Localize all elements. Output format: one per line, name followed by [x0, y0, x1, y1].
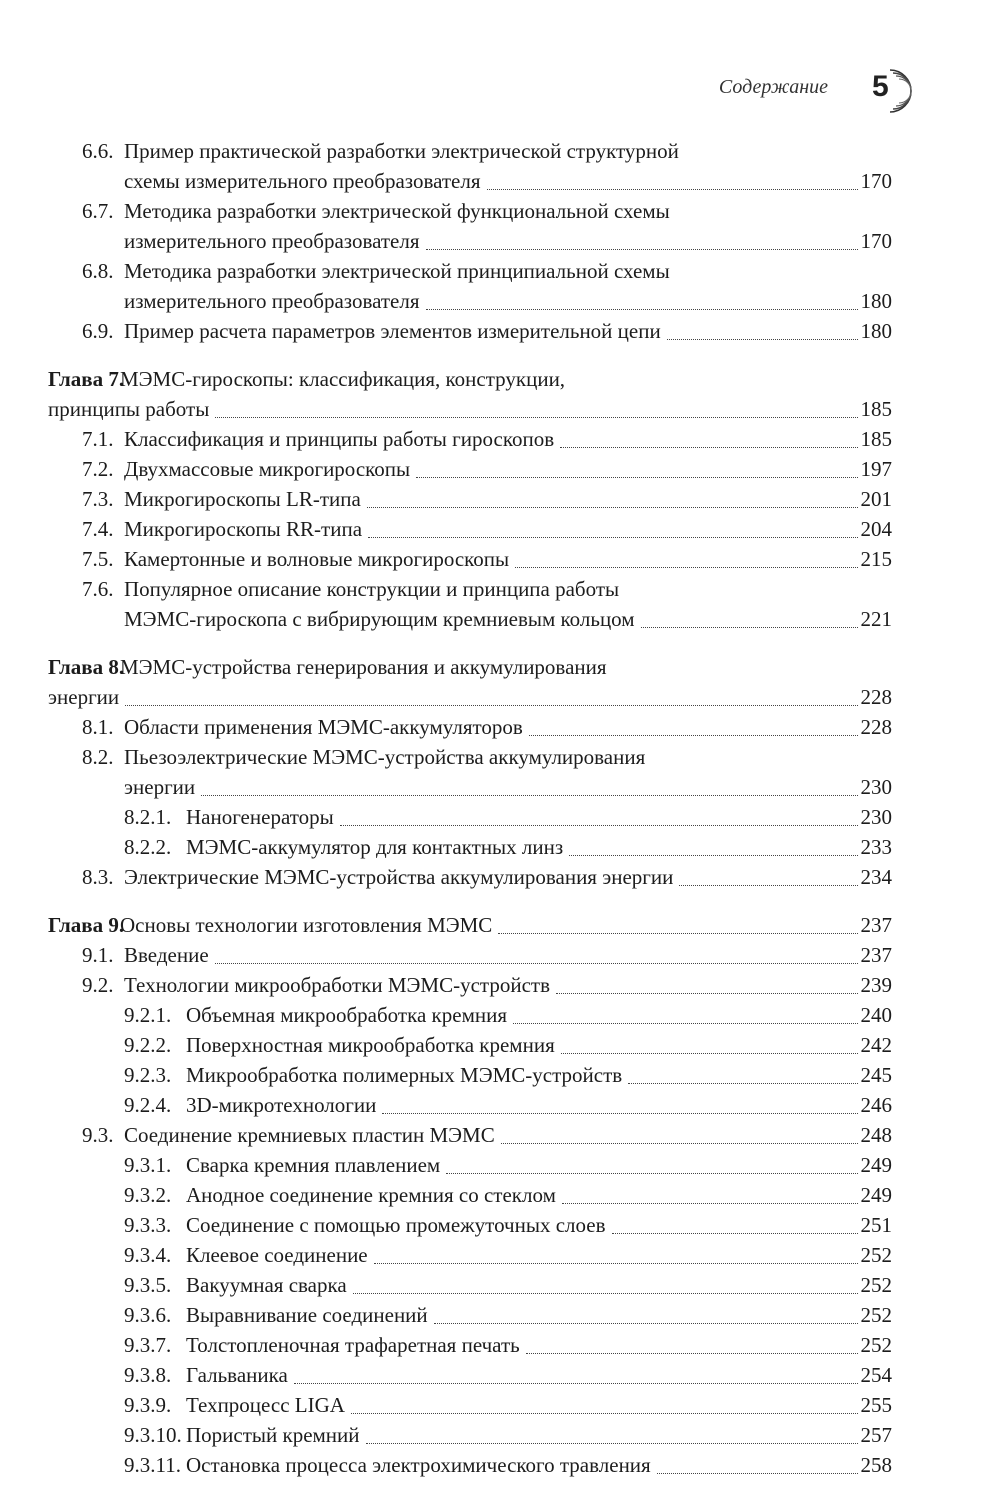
entry-page-number: 252 [860, 1303, 892, 1327]
entry-with-leader [124, 424, 892, 454]
entry-number: 9.2. [82, 973, 114, 997]
entry-title: Анодное соединение кремния со стеклом [186, 1183, 556, 1207]
dot-leader [641, 626, 858, 628]
dot-leader [367, 506, 858, 508]
dot-leader [368, 536, 857, 538]
dot-leader [612, 1232, 858, 1234]
entry-page-number: 221 [860, 607, 892, 631]
dot-leader [446, 1172, 857, 1174]
toc-line [0, 196, 1000, 226]
entry-number: 8.3. [82, 865, 114, 889]
entry-number: 6.6. [82, 139, 114, 163]
toc-line [0, 652, 1000, 682]
toc-line [0, 136, 1000, 166]
entry-page-number: 246 [860, 1093, 892, 1117]
entry-page-number: 255 [860, 1393, 892, 1417]
entry-title: Пример расчета параметров элементов измерительной цепи [124, 319, 661, 343]
entry-title: Методика разработки электрической принципиальной схемы [124, 259, 670, 283]
toc-line [0, 484, 1000, 514]
entry-number: 7.5. [82, 547, 114, 571]
entry-with-leader [124, 454, 892, 484]
dot-leader [201, 794, 857, 796]
entry-title: Наногенераторы [186, 805, 334, 829]
entry-page-number: 252 [860, 1333, 892, 1357]
dot-leader [125, 704, 857, 706]
toc-line [0, 742, 1000, 772]
toc-line [0, 910, 1000, 940]
entry-page-number: 239 [860, 973, 892, 997]
entry-number: 9.3.6. [124, 1303, 172, 1327]
toc-line [0, 802, 1000, 832]
entry-number: 9.3.3. [124, 1213, 172, 1237]
entry-title: Пример практической разработки электрической структурной [124, 139, 679, 163]
entry-page-number: 233 [860, 835, 892, 859]
entry-page-number: 249 [860, 1183, 892, 1207]
toc-line [0, 1060, 1000, 1090]
entry-page-number: 228 [860, 715, 892, 739]
entry-number: 6.8. [82, 259, 114, 283]
toc-line [0, 1240, 1000, 1270]
toc-line [0, 1420, 1000, 1450]
entry-with-leader [124, 940, 892, 970]
entry-number: 7.6. [82, 577, 114, 601]
entry-with-leader [124, 316, 892, 346]
dot-leader [529, 734, 858, 736]
entry-with-leader [120, 910, 892, 940]
entry-with-leader [186, 1330, 892, 1360]
entry-with-leader [186, 1360, 892, 1390]
entry-number: 8.1. [82, 715, 114, 739]
entry-page-number: 252 [860, 1273, 892, 1297]
dot-leader [215, 962, 858, 964]
toc-line [0, 286, 1000, 316]
entry-page-number: 185 [860, 397, 892, 421]
entry-with-leader [124, 970, 892, 1000]
entry-title: энергии [124, 775, 196, 799]
entry-title: Объемная микрообработка кремния [186, 1003, 507, 1027]
dot-leader [416, 476, 857, 478]
entry-with-leader [186, 1270, 892, 1300]
entry-number: 9.3.10. [124, 1423, 182, 1447]
dot-leader [526, 1352, 858, 1354]
entry-title: Поверхностная микрообработка кремния [186, 1033, 555, 1057]
dot-leader [501, 1142, 858, 1144]
chapter-label: Глава 8. [48, 655, 125, 679]
entry-number: 9.2.4. [124, 1093, 172, 1117]
toc-line [0, 1360, 1000, 1390]
dot-leader [561, 1052, 858, 1054]
entry-page-number: 201 [860, 487, 892, 511]
toc-line [0, 682, 1000, 712]
entry-title: 3D-микротехнологии [186, 1093, 377, 1117]
entry-page-number: 204 [860, 517, 892, 541]
entry-page-number: 237 [860, 913, 892, 937]
toc-line [0, 424, 1000, 454]
entry-with-leader [186, 1450, 892, 1480]
dot-leader [487, 188, 858, 190]
entry-number: 9.3.2. [124, 1183, 172, 1207]
entry-title: Популярное описание конструкции и принципа работы [124, 577, 620, 601]
entry-title: Классификация и принципы работы гироскопов [124, 427, 555, 451]
entry-title: схемы измерительного преобразователя [124, 169, 481, 193]
dot-leader [556, 992, 858, 994]
entry-page-number: 197 [860, 457, 892, 481]
entry-with-leader [186, 1060, 892, 1090]
toc-line [0, 1270, 1000, 1300]
page-number-badge [858, 68, 918, 114]
toc-line [0, 256, 1000, 286]
entry-page-number: 237 [860, 943, 892, 967]
entry-number: 8.2.1. [124, 805, 172, 829]
entry-with-leader [186, 1420, 892, 1450]
entry-title: Микрогироскопы LR-типа [124, 487, 361, 511]
entry-title: Двухмассовые микрогироскопы [124, 457, 411, 481]
entry-page-number: 180 [860, 289, 892, 313]
entry-number: 9.3.11. [124, 1453, 181, 1477]
entry-title: Пористый кремний [186, 1423, 360, 1447]
dot-leader [215, 416, 857, 418]
dot-leader [569, 854, 857, 856]
entry-page-number: 248 [860, 1123, 892, 1147]
entry-with-leader [186, 1150, 892, 1180]
entry-page-number: 180 [860, 319, 892, 343]
entry-page-number: 245 [860, 1063, 892, 1087]
toc-line [0, 970, 1000, 1000]
toc-line [0, 1180, 1000, 1210]
dot-leader [657, 1472, 858, 1474]
dot-leader [513, 1022, 858, 1024]
entry-page-number: 230 [860, 775, 892, 799]
entry-number: 9.2.2. [124, 1033, 172, 1057]
entry-with-leader [124, 604, 892, 634]
entry-title: Соединение с помощью промежуточных слоев [186, 1213, 606, 1237]
entry-with-leader [186, 1090, 892, 1120]
entry-number: 9.3.9. [124, 1393, 172, 1417]
entry-title: Микрогироскопы RR-типа [124, 517, 363, 541]
entry-title: Микрообработка полимерных МЭМС-устройств [186, 1063, 623, 1087]
dot-leader [353, 1292, 858, 1294]
entry-number: 8.2.2. [124, 835, 172, 859]
entry-page-number: 251 [860, 1213, 892, 1237]
entry-title: Камертонные и волновые микрогироскопы [124, 547, 510, 571]
entry-number: 6.7. [82, 199, 114, 223]
entry-page-number: 234 [860, 865, 892, 889]
entry-title: МЭМС-устройства генерирования и аккумулирования [120, 655, 607, 679]
entry-with-leader [124, 772, 892, 802]
entry-number: 9.3.4. [124, 1243, 172, 1267]
toc-line [0, 712, 1000, 742]
toc-line [0, 604, 1000, 634]
entry-with-leader [186, 832, 892, 862]
entry-number: 7.2. [82, 457, 114, 481]
page-number: 5 [872, 70, 889, 103]
entry-page-number: 249 [860, 1153, 892, 1177]
entry-number: 7.1. [82, 427, 114, 451]
entry-with-leader [124, 862, 892, 892]
dot-leader [426, 308, 858, 310]
entry-title: Гальваника [186, 1363, 288, 1387]
entry-title: Основы технологии изготовления МЭМС [120, 913, 493, 937]
entry-number: 9.3.1. [124, 1153, 172, 1177]
entry-with-leader [124, 166, 892, 196]
dot-leader [340, 824, 858, 826]
dot-leader [426, 248, 858, 250]
entry-title: измерительного преобразователя [124, 229, 420, 253]
toc-line [0, 1030, 1000, 1060]
toc-line [0, 1300, 1000, 1330]
toc-line [0, 772, 1000, 802]
toc-line [0, 1120, 1000, 1150]
entry-with-leader [124, 712, 892, 742]
entry-title: Вакуумная сварка [186, 1273, 347, 1297]
toc-line [0, 1090, 1000, 1120]
toc-line [0, 1390, 1000, 1420]
dot-leader [351, 1412, 858, 1414]
entry-page-number: 257 [860, 1423, 892, 1447]
dot-leader [366, 1442, 858, 1444]
entry-number: 9.2.3. [124, 1063, 172, 1087]
toc-line [0, 574, 1000, 604]
dot-leader [374, 1262, 858, 1264]
entry-with-leader [186, 1180, 892, 1210]
entry-with-leader [124, 484, 892, 514]
chapter-label: Глава 7. [48, 367, 125, 391]
entry-with-leader [124, 514, 892, 544]
toc-line [0, 514, 1000, 544]
entry-number: 9.2.1. [124, 1003, 172, 1027]
chapter-label: Глава 9. [48, 913, 125, 937]
entry-number: 8.2. [82, 745, 114, 769]
entry-number: 9.3.8. [124, 1363, 172, 1387]
toc-line [0, 862, 1000, 892]
entry-number: 9.3.7. [124, 1333, 172, 1357]
toc-line [0, 544, 1000, 574]
entry-page-number: 252 [860, 1243, 892, 1267]
entry-title: Соединение кремниевых пластин МЭМС [124, 1123, 495, 1147]
toc-line [0, 394, 1000, 424]
entry-with-leader [186, 1300, 892, 1330]
entry-page-number: 215 [860, 547, 892, 571]
dot-leader [294, 1382, 858, 1384]
dot-leader [679, 884, 857, 886]
entry-with-leader [186, 1240, 892, 1270]
entry-number: 6.9. [82, 319, 114, 343]
dot-leader [562, 1202, 858, 1204]
entry-with-leader [124, 286, 892, 316]
dot-leader [382, 1112, 857, 1114]
entry-title: Методика разработки электрической функциональной схемы [124, 199, 670, 223]
toc-line [0, 940, 1000, 970]
entry-title: энергии [48, 685, 120, 709]
toc-line [0, 1450, 1000, 1480]
toc-line [0, 1000, 1000, 1030]
entry-page-number: 170 [860, 169, 892, 193]
toc-line [0, 166, 1000, 196]
toc-line [0, 364, 1000, 394]
dot-leader [515, 566, 857, 568]
entry-page-number: 170 [860, 229, 892, 253]
entry-with-leader [124, 1120, 892, 1150]
entry-title: МЭМС-гироскопы: классификация, конструкции, [120, 367, 566, 391]
entry-title: Техпроцесс LIGA [186, 1393, 345, 1417]
entry-number: 9.1. [82, 943, 114, 967]
entry-title: Клеевое соединение [186, 1243, 368, 1267]
entry-title: Пьезоэлектрические МЭМС-устройства аккумулирования [124, 745, 646, 769]
running-header-title: Содержание [718, 76, 828, 98]
dot-leader [628, 1082, 857, 1084]
entry-number: 9.3.5. [124, 1273, 172, 1297]
entry-page-number: 240 [860, 1003, 892, 1027]
entry-title: принципы работы [48, 397, 210, 421]
toc-line [0, 454, 1000, 484]
toc-line [0, 1330, 1000, 1360]
entry-number: 7.4. [82, 517, 114, 541]
entry-with-leader [186, 1030, 892, 1060]
entry-with-leader [124, 544, 892, 574]
entry-number: 9.3. [82, 1123, 114, 1147]
entry-with-leader [186, 1000, 892, 1030]
toc-line [0, 832, 1000, 862]
entry-with-leader [186, 1390, 892, 1420]
toc-line [0, 1150, 1000, 1180]
entry-title: измерительного преобразователя [124, 289, 420, 313]
entry-with-leader [48, 682, 892, 712]
entry-with-leader [124, 226, 892, 256]
entry-title: Области применения МЭМС-аккумуляторов [124, 715, 523, 739]
entry-title: МЭМС-гироскопа с вибрирующим кремниевым кольцом [124, 607, 635, 631]
dot-leader [560, 446, 857, 448]
entry-with-leader [186, 1210, 892, 1240]
entry-page-number: 254 [860, 1363, 892, 1387]
entry-page-number: 228 [860, 685, 892, 709]
toc-line [0, 316, 1000, 346]
entry-title: Толстопленочная трафаретная печать [186, 1333, 520, 1357]
dot-leader [498, 932, 857, 934]
entry-title: Выравнивание соединений [186, 1303, 428, 1327]
dot-leader [667, 338, 858, 340]
entry-title: Введение [124, 943, 209, 967]
dot-leader [434, 1322, 858, 1324]
entry-page-number: 258 [860, 1453, 892, 1477]
entry-page-number: 230 [860, 805, 892, 829]
toc-line [0, 1210, 1000, 1240]
entry-title: Остановка процесса электрохимического травления [186, 1453, 651, 1477]
entry-number: 7.3. [82, 487, 114, 511]
entry-page-number: 185 [860, 427, 892, 451]
entry-title: Технологии микрообработки МЭМС-устройств [124, 973, 550, 997]
entry-title: МЭМС-аккумулятор для контактных линз [186, 835, 564, 859]
entry-title: Сварка кремния плавлением [186, 1153, 441, 1177]
entry-with-leader [186, 802, 892, 832]
entry-title: Электрические МЭМС-устройства аккумулирования энергии [124, 865, 674, 889]
page-header [0, 68, 1000, 118]
entry-page-number: 242 [860, 1033, 892, 1057]
entry-with-leader [48, 394, 892, 424]
toc-line [0, 226, 1000, 256]
